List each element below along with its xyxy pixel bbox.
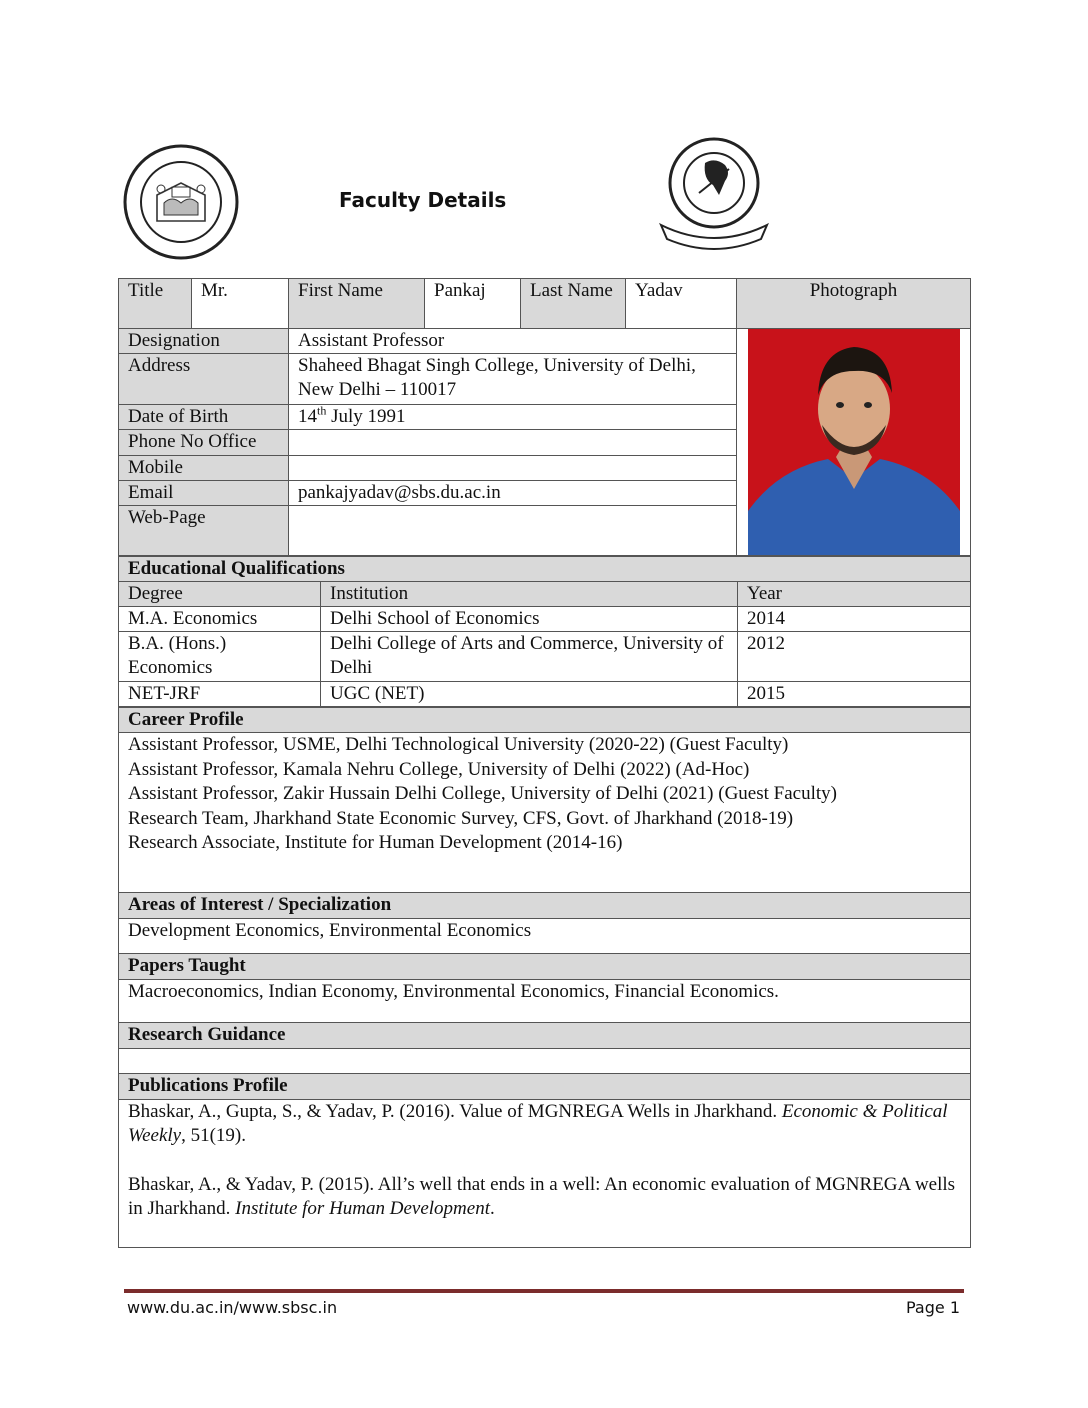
address-value: Shaheed Bhagat Singh College, University of Delhi, New Delhi – 110017 — [289, 354, 737, 405]
personal-details-table — [118, 278, 971, 556]
shaheed-bhagat-singh-college-logo — [655, 133, 773, 251]
institution-cell: Delhi College of Arts and Commerce, University of Delhi — [321, 632, 738, 682]
footer-website: www.du.ac.in/www.sbsc.in — [127, 1298, 338, 1317]
year-cell: 2012 — [738, 632, 971, 682]
education-table — [118, 556, 971, 707]
first-name-value: Pankaj — [425, 279, 521, 329]
papers-taught-heading: Papers Taught — [119, 954, 971, 980]
publication-entry: Bhaskar, A., & Yadav, P. (2015). All’s well that ends in a well: An economic evaluation of MGNREGA wells in Jharkhand. Institute for Human Development. — [128, 1174, 956, 1219]
designation-value: Assistant Professor — [289, 329, 737, 354]
designation-label: Designation — [119, 329, 289, 354]
career-line: Research Team, Jharkhand State Economic Survey, CFS, Govt. of Jharkhand (2018-19) — [128, 807, 794, 829]
career-line: Research Associate, Institute for Human Development (2014-16) — [128, 832, 623, 854]
publications-heading: Publications Profile — [119, 1074, 971, 1100]
year-column-header: Year — [738, 582, 971, 607]
web-page-label: Web-Page — [119, 506, 289, 556]
year-cell: 2014 — [738, 607, 971, 632]
footer-divider — [124, 1289, 964, 1293]
mobile-label: Mobile — [119, 455, 289, 480]
institution-cell: Delhi School of Economics — [321, 607, 738, 632]
degree-column-header: Degree — [119, 582, 321, 607]
research-guidance-heading: Research Guidance — [119, 1023, 971, 1049]
phone-office-value — [289, 430, 737, 455]
title-label: Title — [119, 279, 192, 329]
career-line: Assistant Professor, Zakir Hussain Delhi College, University of Delhi (2021) (Guest Faculty) — [128, 783, 837, 805]
title-value: Mr. — [192, 279, 289, 329]
first-name-label: First Name — [289, 279, 425, 329]
last-name-label: Last Name — [521, 279, 626, 329]
web-page-value — [289, 506, 737, 556]
institution-column-header: Institution — [321, 582, 738, 607]
papers-taught-content: Macroeconomics, Indian Economy, Environmental Economics, Financial Economics. — [119, 980, 971, 1023]
institution-cell: UGC (NET) — [321, 682, 738, 707]
photograph-label: Photograph — [737, 279, 971, 329]
career-profile-heading: Career Profile — [119, 708, 971, 733]
research-guidance-content — [119, 1049, 971, 1074]
mobile-value — [289, 455, 737, 480]
career-line: Assistant Professor, Kamala Nehru College, University of Delhi (2022) (Ad-Hoc) — [128, 758, 750, 780]
publication-entry: Bhaskar, A., Gupta, S., & Yadav, P. (2016). Value of MGNREGA Wells in Jharkhand. Economic & Political Weekly, 51(19). — [128, 1101, 948, 1146]
areas-of-interest-heading: Areas of Interest / Specialization — [119, 893, 971, 919]
degree-cell: NET-JRF — [119, 682, 321, 707]
last-name-value: Yadav — [626, 279, 737, 329]
faculty-photo — [748, 329, 960, 555]
page-number: Page 1 — [906, 1298, 960, 1317]
year-cell: 2015 — [738, 682, 971, 707]
photograph-cell — [737, 329, 971, 556]
email-value: pankajyadav@sbs.du.ac.in — [289, 480, 737, 505]
career-profile-content — [119, 733, 971, 893]
phone-office-label: Phone No Office — [119, 430, 289, 455]
address-label: Address — [119, 354, 289, 405]
page-heading: Faculty Details — [339, 188, 507, 212]
degree-cell: M.A. Economics — [119, 607, 321, 632]
areas-of-interest-content: Development Economics, Environmental Economics — [119, 919, 971, 954]
degree-cell: B.A. (Hons.) Economics — [119, 632, 321, 682]
publications-content — [119, 1100, 971, 1248]
date-of-birth-label: Date of Birth — [119, 404, 289, 429]
profile-sections-table — [118, 707, 971, 1248]
university-of-delhi-logo — [122, 143, 240, 261]
career-line: Assistant Professor, USME, Delhi Technological University (2020-22) (Guest Faculty) — [128, 734, 789, 755]
email-label: Email — [119, 480, 289, 505]
table-row — [119, 682, 971, 707]
date-of-birth-value: 14th July 1991 — [289, 404, 737, 429]
table-row — [119, 607, 971, 632]
table-row — [119, 632, 971, 682]
education-heading: Educational Qualifications — [119, 557, 971, 582]
